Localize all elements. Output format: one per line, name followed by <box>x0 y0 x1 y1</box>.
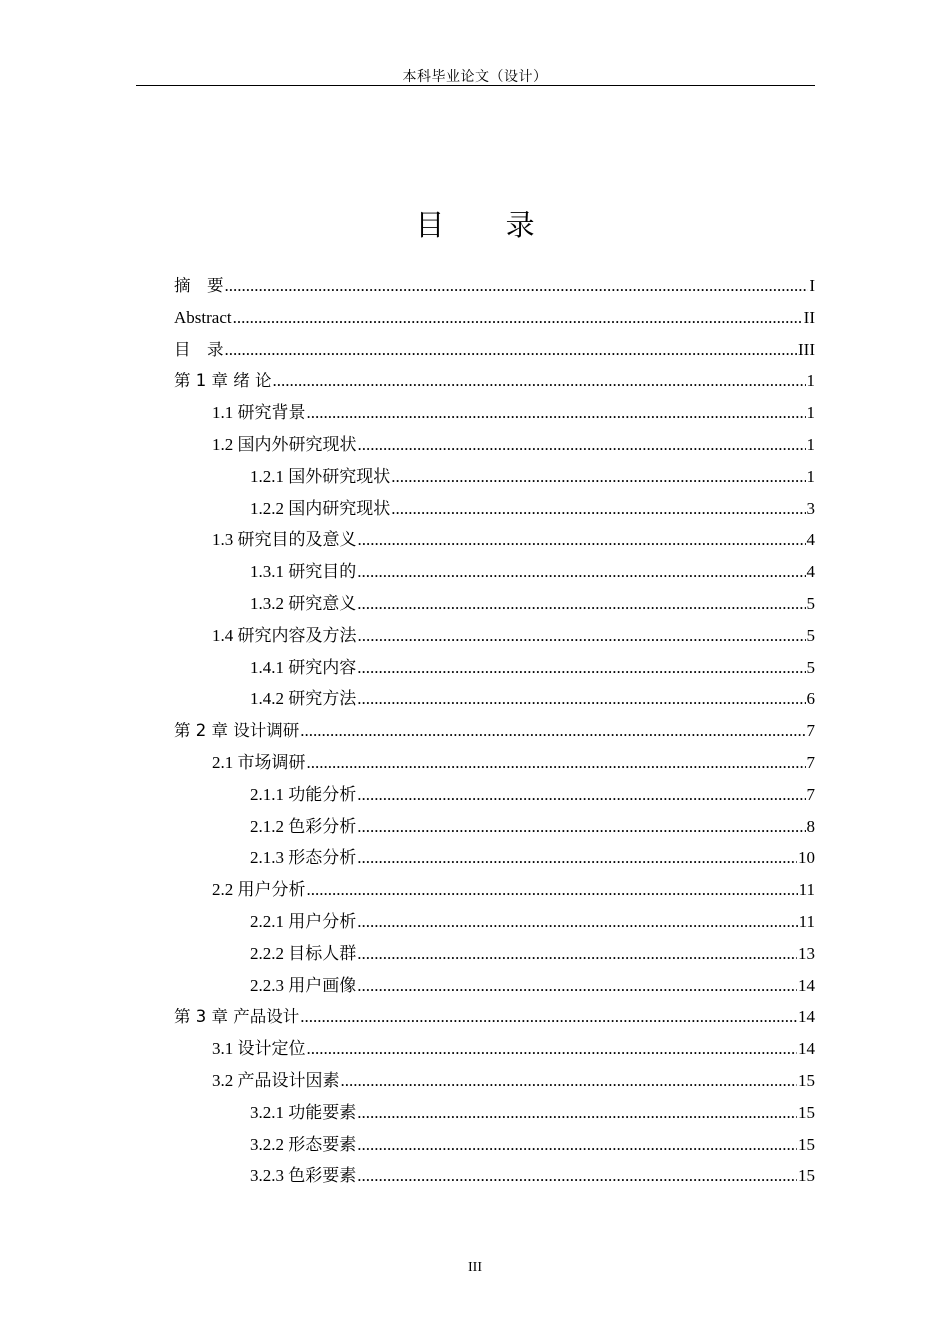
toc-leader-dots <box>225 270 809 302</box>
toc-entry-label: 2.2.1 用户分析 <box>250 911 357 931</box>
toc-entry-page: 15 <box>798 1166 815 1186</box>
toc-entry-label: 1.3.2 研究意义 <box>250 593 357 613</box>
toc-entry-label: 第 2 章 设计调研 <box>174 721 300 741</box>
toc-entry-label: 2.1 市场调研 <box>212 752 306 772</box>
toc-entry-label: 2.2.3 用户画像 <box>250 975 357 995</box>
toc-leader-dots <box>357 970 797 1002</box>
toc-entry[interactable] <box>174 302 815 334</box>
toc-entry[interactable] <box>174 556 815 588</box>
toc-entry-page: 5 <box>806 593 815 613</box>
toc-entry-page: 10 <box>798 848 815 868</box>
toc-leader-dots <box>307 747 806 779</box>
toc-entry-label: 3.1 设计定位 <box>212 1039 306 1059</box>
toc-entry[interactable] <box>174 270 815 302</box>
toc-leader-dots <box>357 588 805 620</box>
toc-entry-page: 1 <box>806 434 815 454</box>
toc-entry[interactable] <box>174 842 815 874</box>
toc-entry[interactable] <box>174 588 815 620</box>
toc-entry[interactable] <box>174 779 815 811</box>
toc-entry-label: 3.2 产品设计因素 <box>212 1070 340 1090</box>
toc-entry-label: 摘 要 <box>174 276 224 295</box>
toc-leader-dots <box>233 302 803 334</box>
toc-entry-label: 2.1.2 色彩分析 <box>250 816 357 836</box>
toc-entry[interactable] <box>174 683 815 715</box>
toc-entry-page: I <box>809 276 815 295</box>
toc-entry-label: 目 录 <box>174 339 224 359</box>
toc-leader-dots <box>307 874 798 906</box>
toc-entry-page: 6 <box>806 689 815 709</box>
toc-entry-label: 1.4 研究内容及方法 <box>212 625 357 645</box>
toc-entry-label: 2.2 用户分析 <box>212 880 306 900</box>
toc-entry-page: 14 <box>798 1007 815 1027</box>
toc-entry-page: 1 <box>806 371 815 391</box>
toc-leader-dots <box>300 1001 797 1033</box>
toc-entry[interactable] <box>174 1160 815 1192</box>
toc-entry-label: Abstract <box>174 307 232 327</box>
toc-entry-page: 5 <box>806 625 815 645</box>
toc-leader-dots <box>357 1160 797 1192</box>
toc-entry-label: 1.2.1 国外研究现状 <box>250 466 391 486</box>
toc-leader-dots <box>358 524 806 556</box>
toc-leader-dots <box>357 779 805 811</box>
toc-entry-page: 7 <box>806 784 815 804</box>
running-header: 本科毕业论文（设计） <box>402 70 548 85</box>
toc-entry-page: 5 <box>806 657 815 677</box>
toc-entry[interactable] <box>174 938 815 970</box>
toc-entry-page: 15 <box>798 1134 815 1154</box>
toc-entry-label: 第 1 章 绪 论 <box>174 371 272 391</box>
toc-leader-dots <box>357 1129 797 1161</box>
toc-entry-page: 1 <box>806 466 815 486</box>
toc-entry-page: III <box>798 339 815 359</box>
toc-entry-label: 1.3 研究目的及意义 <box>212 530 357 550</box>
toc-entry-label: 1.4.1 研究内容 <box>250 657 357 677</box>
toc-entry-label: 1.4.2 研究方法 <box>250 689 357 709</box>
toc-entry-page: 11 <box>798 911 815 931</box>
toc-entry[interactable] <box>174 493 815 525</box>
toc-entry-page: 3 <box>806 498 815 518</box>
toc-entry-page: 13 <box>798 943 815 963</box>
toc-entry-page: 4 <box>806 530 815 550</box>
toc-entry-page: 11 <box>798 880 815 900</box>
toc-entry-page: 4 <box>806 562 815 582</box>
toc-leader-dots <box>307 1033 798 1065</box>
toc-entry[interactable] <box>174 365 815 397</box>
toc-leader-dots <box>357 906 797 938</box>
toc-leader-dots <box>357 556 805 588</box>
toc-leader-dots <box>225 334 798 366</box>
toc-entry-page: 7 <box>806 752 815 772</box>
toc-entry-page: 15 <box>798 1070 815 1090</box>
toc-leader-dots <box>357 652 805 684</box>
toc-entry-label: 3.2.2 形态要素 <box>250 1134 357 1154</box>
toc-leader-dots <box>357 811 805 843</box>
toc-entry-label: 3.2.3 色彩要素 <box>250 1166 357 1186</box>
toc-leader-dots <box>357 938 797 970</box>
toc-leader-dots <box>391 461 805 493</box>
toc-entry[interactable] <box>174 1001 815 1033</box>
toc-leader-dots <box>300 715 805 747</box>
toc-leader-dots <box>341 1065 798 1097</box>
toc-leader-dots <box>391 493 805 525</box>
toc-entry[interactable] <box>174 620 815 652</box>
toc-entry-label: 2.1.3 形态分析 <box>250 848 357 868</box>
toc-entry[interactable] <box>174 1033 815 1065</box>
toc-leader-dots <box>272 365 805 397</box>
toc-entry-label: 2.2.2 目标人群 <box>250 943 357 963</box>
toc-entry-page: 15 <box>798 1102 815 1122</box>
toc-entry[interactable] <box>174 970 815 1002</box>
toc-entry-page: 14 <box>798 975 815 995</box>
toc-entry-label: 1.2.2 国内研究现状 <box>250 498 391 518</box>
toc-leader-dots <box>357 1097 797 1129</box>
toc-entry[interactable] <box>174 334 815 366</box>
toc-leader-dots <box>357 683 805 715</box>
toc-entry-page: II <box>803 307 815 327</box>
toc-leader-dots <box>358 429 806 461</box>
toc-entry[interactable] <box>174 429 815 461</box>
toc-entry-page: 7 <box>806 721 815 741</box>
toc-entry[interactable] <box>174 715 815 747</box>
toc-entry-page: 1 <box>806 403 815 423</box>
page-number: III <box>468 1260 482 1275</box>
toc-entry[interactable] <box>174 397 815 429</box>
toc-entry-label: 1.3.1 研究目的 <box>250 562 357 582</box>
header-rule <box>136 85 815 86</box>
toc-entry-page: 8 <box>806 816 815 836</box>
toc-title: 目 录 <box>415 208 561 242</box>
toc-entry[interactable] <box>174 906 815 938</box>
toc-entry[interactable] <box>174 1065 815 1097</box>
toc-entry-page: 14 <box>798 1039 815 1059</box>
toc-entry-label: 2.1.1 功能分析 <box>250 784 357 804</box>
toc-entry[interactable] <box>174 1097 815 1129</box>
table-of-contents <box>174 270 815 1192</box>
toc-entry[interactable] <box>174 747 815 779</box>
toc-leader-dots <box>307 397 806 429</box>
toc-entry[interactable] <box>174 874 815 906</box>
toc-entry[interactable] <box>174 461 815 493</box>
toc-entry-label: 1.2 国内外研究现状 <box>212 434 357 454</box>
toc-entry[interactable] <box>174 652 815 684</box>
toc-entry[interactable] <box>174 524 815 556</box>
toc-entry[interactable] <box>174 1129 815 1161</box>
toc-entry-label: 1.1 研究背景 <box>212 403 306 423</box>
toc-entry-label: 第 3 章 产品设计 <box>174 1007 300 1027</box>
toc-entry-label: 3.2.1 功能要素 <box>250 1102 357 1122</box>
toc-leader-dots <box>357 842 797 874</box>
toc-entry[interactable] <box>174 811 815 843</box>
toc-leader-dots <box>358 620 806 652</box>
